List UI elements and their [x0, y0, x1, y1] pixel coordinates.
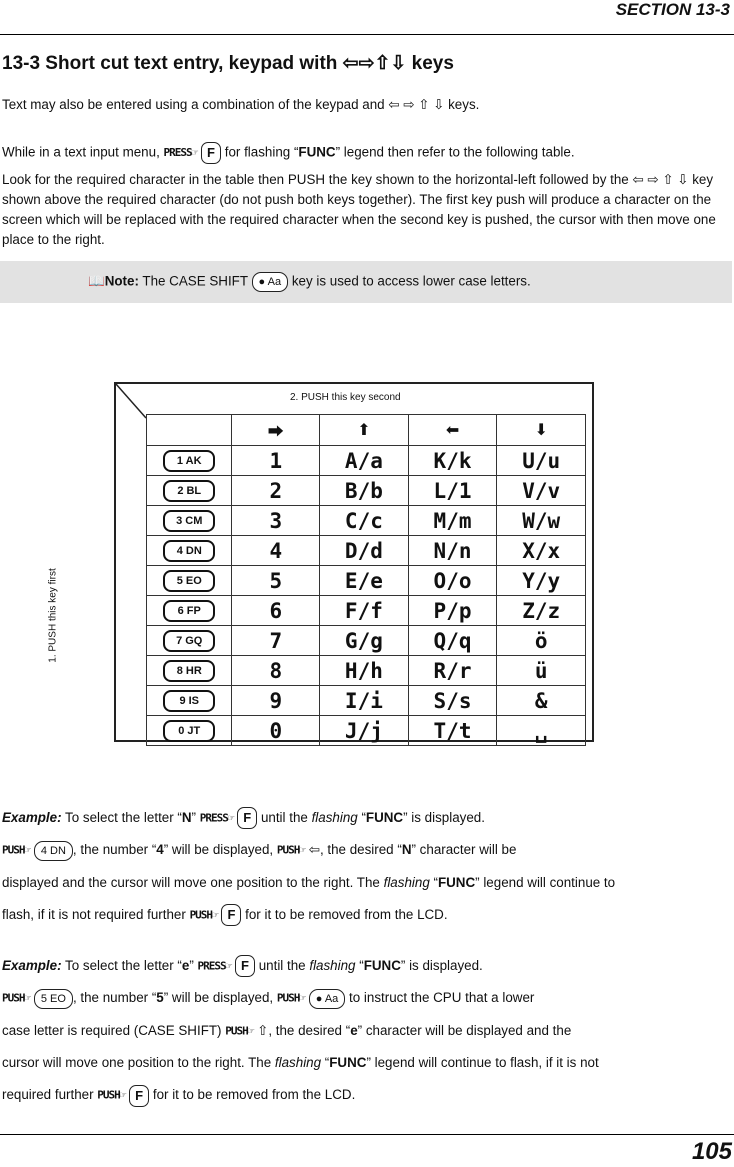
- example-2: Example: To select the letter “e” PRESS☞ F until the flashing “FUNC” is displayed. PUSH☞ 5 EO , the number “5” will be displayed, PUSH☞ ● Aa to instruct the CPU that a lower case letter is required (CASE SHIFT) PUSH☞ ⇧, the desired “e” character will be displayed and the cursor will move one position to the right. The flashing “FUNC” legend will continue to flash, if it is not required further PUSH☞ F for it to be removed from the LCD.: [2, 950, 730, 1112]
- keypad-key-icon: 0 JT: [163, 720, 215, 742]
- table-cell: B/b: [320, 476, 409, 506]
- table-row: [147, 716, 586, 746]
- table-row: [147, 596, 586, 626]
- keypad-key-icon: 2 BL: [163, 480, 215, 502]
- table-cell: 0: [232, 716, 320, 746]
- hand-icon: ☞: [119, 1088, 126, 1102]
- 4-dn-key-icon: 4 DN: [34, 841, 73, 861]
- section-header: SECTION 13-3: [615, 0, 730, 19]
- table-row: [147, 626, 586, 656]
- table-cell: 2: [232, 476, 320, 506]
- press-glyph: PRESS: [163, 146, 192, 159]
- table-cell: V/v: [497, 476, 586, 506]
- table-cell: ö: [497, 626, 586, 656]
- f-key-icon: F: [237, 807, 257, 829]
- hand-icon: ☞: [191, 146, 198, 159]
- note-icon: 📖: [88, 273, 105, 289]
- top-rule: [0, 34, 734, 35]
- table-cell: Q/q: [408, 626, 497, 656]
- f-key-icon: F: [129, 1085, 149, 1107]
- table-cell: S/s: [408, 686, 497, 716]
- table-cell: O/o: [408, 566, 497, 596]
- table-cell: ␣: [497, 716, 586, 746]
- table-row: [147, 656, 586, 686]
- table-cell: D/d: [320, 536, 409, 566]
- down-arrow-icon: ⬇: [497, 415, 586, 446]
- left-arrow-icon: ⬅: [408, 415, 497, 446]
- hand-icon: ☞: [24, 991, 31, 1005]
- table-cell: J/j: [320, 716, 409, 746]
- hand-icon: ☞: [227, 811, 234, 825]
- case-shift-key-icon: ● Aa: [309, 989, 346, 1009]
- table-cell: E/e: [320, 566, 409, 596]
- table-cell: 6: [232, 596, 320, 626]
- table-cell: W/w: [497, 506, 586, 536]
- example-1: Example: To select the letter “N” PRESS☞ F until the flashing “FUNC” is displayed. PUSH☞ 4 DN , the number “4” will be displayed, PUSH☞ ⇦, the desired “N” character will be displayed and the cursor will move one position to the right. The flashing “FUNC” legend will continue to flash, if it is not required further PUSH☞ F for it to be removed from the LCD.: [2, 802, 730, 931]
- f-key-icon: F: [221, 904, 241, 926]
- bottom-rule: [0, 1134, 734, 1135]
- table-cell: G/g: [320, 626, 409, 656]
- 5-eo-key-icon: 5 EO: [34, 989, 73, 1009]
- section-title: 13-3 Short cut text entry, keypad with ⇦⇨⇧⇩ keys: [2, 53, 454, 74]
- table-row: [147, 566, 586, 596]
- table-side-caption: 1. PUSH this key first: [47, 568, 59, 663]
- keypad-key-icon: 9 IS: [163, 690, 215, 712]
- table-cell: R/r: [408, 656, 497, 686]
- table-cell: &: [497, 686, 586, 716]
- hand-icon: ☞: [299, 991, 306, 1005]
- table-cell: 5: [232, 566, 320, 596]
- table-row: [147, 446, 586, 476]
- table-cell: M/m: [408, 506, 497, 536]
- table-cell: U/u: [497, 446, 586, 476]
- table-cell: I/i: [320, 686, 409, 716]
- corner-diagonal: [114, 382, 148, 420]
- table-row: [147, 506, 586, 536]
- arrow-header-row: [147, 415, 586, 446]
- instruction-paragraph-1: While in a text input menu, PRESS☞ F for flashing “FUNC” legend then refer to the following table.: [2, 142, 730, 164]
- keypad-key-icon: 7 GQ: [163, 630, 215, 652]
- note-box: 📖Note: The CASE SHIFT ● Aa key is used to access lower case letters.: [0, 261, 732, 303]
- page-number: 105: [691, 1138, 732, 1165]
- table-cell: L/1: [408, 476, 497, 506]
- table-cell: Z/z: [497, 596, 586, 626]
- up-arrow-icon: ⬆: [320, 415, 409, 446]
- push-glyph: PUSH: [2, 843, 25, 857]
- table-cell: Y/y: [497, 566, 586, 596]
- table-cell: K/k: [408, 446, 497, 476]
- hand-icon: ☞: [299, 843, 305, 857]
- case-shift-key-icon: ● Aa: [252, 272, 289, 292]
- table-cell: T/t: [408, 716, 497, 746]
- hand-icon: ☞: [247, 1024, 254, 1038]
- table-cell: 7: [232, 626, 320, 656]
- f-key-icon: F: [201, 142, 221, 164]
- instruction-paragraph-2: Look for the required character in the table then PUSH the key shown to the horizontal-left followed by the ⇦ ⇨ ⇧ ⇩ key shown above the required character (do not push both keys together). The first key push will produce a character on the screen which will be replaced with the required character when the second key is pushed, the cursor with then move one place to the right.: [2, 172, 716, 247]
- table-cell: X/x: [497, 536, 586, 566]
- hand-icon: ☞: [212, 908, 218, 922]
- table-cell: ü: [497, 656, 586, 686]
- hand-icon: ☞: [24, 843, 31, 857]
- table-row: [147, 476, 586, 506]
- table-header-caption: 2. PUSH this key second: [290, 392, 401, 403]
- right-arrow-icon: ⮕: [232, 415, 320, 446]
- table-cell: F/f: [320, 596, 409, 626]
- keypad-key-icon: 4 DN: [163, 540, 215, 562]
- table-cell: P/p: [408, 596, 497, 626]
- keypad-key-icon: 5 EO: [163, 570, 215, 592]
- table-cell: N/n: [408, 536, 497, 566]
- hand-icon: ☞: [225, 959, 232, 973]
- table-cell: A/a: [320, 446, 409, 476]
- table-cell: 3: [232, 506, 320, 536]
- table-cell: 4: [232, 536, 320, 566]
- keypad-key-icon: 3 CM: [163, 510, 215, 532]
- intro-paragraph: Text may also be entered using a combination of the keypad and ⇦ ⇨ ⇧ ⇩ keys.: [2, 97, 480, 112]
- f-key-icon: F: [235, 955, 255, 977]
- table-cell: C/c: [320, 506, 409, 536]
- keypad-key-icon: 1 AK: [163, 450, 215, 472]
- keypad-key-icon: 8 HR: [163, 660, 215, 682]
- table-cell: H/h: [320, 656, 409, 686]
- table-cell: 9: [232, 686, 320, 716]
- keypad-key-icon: 6 FP: [163, 600, 215, 622]
- table-cell: 8: [232, 656, 320, 686]
- table-row: [147, 536, 586, 566]
- table-cell: 1: [232, 446, 320, 476]
- keypad-table: [146, 414, 586, 746]
- table-row: [147, 686, 586, 716]
